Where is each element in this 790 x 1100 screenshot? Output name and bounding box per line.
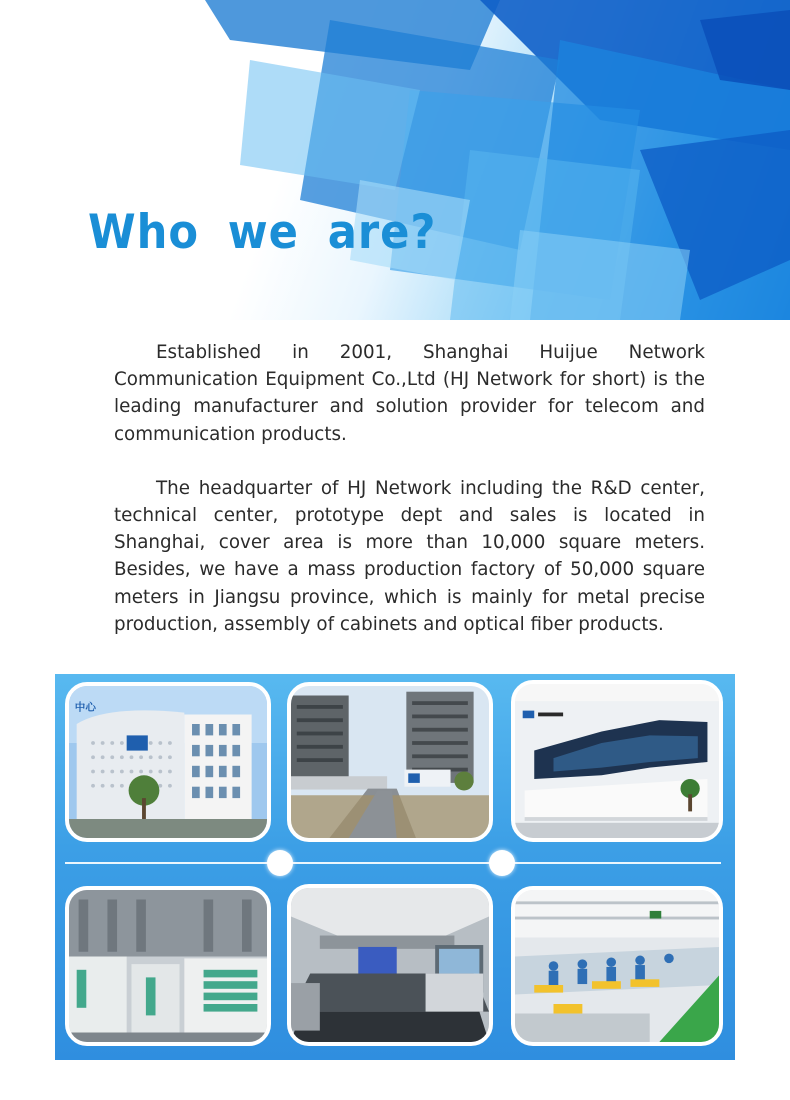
- production-workshop-photo: [511, 886, 723, 1046]
- headquarter-paragraph: The headquarter of HJ Network including the R&D center, technical center, prototype dept and sales is located in Shanghai, cover area is more than 10,000 square meters. Besides, we have a mass production factory of 50,000 square meters in Jiangsu province, which is mainly for metal precise production, assembly of cabinets and optical fiber products.: [114, 477, 705, 635]
- photo-gallery: [55, 674, 735, 1060]
- building-sign-text: 中心: [74, 701, 96, 714]
- hero-banner: [0, 0, 790, 320]
- cabinet-assembly-photo: [65, 886, 271, 1046]
- company-intro: [114, 339, 705, 665]
- intro-paragraph: Established in 2001, Shanghai Huijue Network Communication Equipment Co.,Ltd (HJ Network for short) is the leading manufacturer and solution provider for telecom and communication products.: [114, 342, 705, 445]
- laser-cutting-machine-photo: [287, 884, 493, 1046]
- divider-dot: [489, 850, 515, 876]
- headquarter-building-photo: [65, 682, 271, 842]
- divider-line: [65, 862, 721, 864]
- factory-gate-photo: [287, 682, 493, 842]
- page-title: Who we are?: [88, 205, 437, 260]
- divider-dot: [267, 850, 293, 876]
- reception-lobby-photo: [511, 680, 723, 842]
- blue-squares-decoration: [0, 0, 790, 320]
